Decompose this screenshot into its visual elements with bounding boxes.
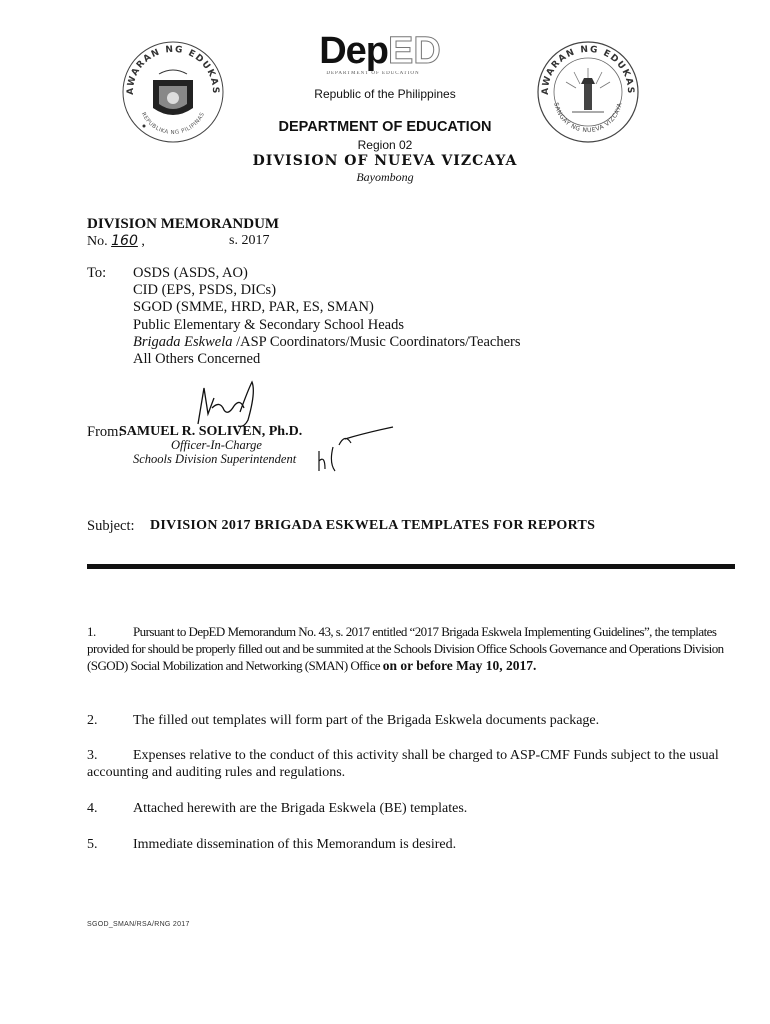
memo-title: DIVISION MEMORANDUM (87, 216, 280, 232)
left-seal-bottom-text: REPUBLIKA NG PILIPINAS (139, 111, 207, 137)
memo-number: No. 160 , (87, 233, 145, 249)
initials-mark (315, 425, 395, 475)
logo-subtext: DEPARTMENT OF EDUCATION (326, 71, 420, 76)
paragraph-5 (87, 836, 735, 853)
recipient: CID (EPS, PSDS, DICs) (133, 282, 277, 299)
from-label: From: (87, 424, 123, 440)
paragraph-2 (87, 712, 735, 729)
brigada-italic: Brigada Eskwela (133, 333, 233, 350)
deped-logo (300, 30, 460, 72)
paragraph-1 (87, 623, 735, 674)
divider-rule (87, 564, 735, 569)
paragraph-text: Expenses relative to the conduct of this activity shall be charged to ASP-CMF Funds subject to the usual accounting and auditing rules and regulations. (87, 748, 719, 780)
recipients-list (133, 265, 521, 368)
recipient: Public Elementary & Secondary School Heads (133, 316, 405, 333)
right-seal-top-text: AWARAN NG EDUKAS (540, 44, 636, 95)
memo-no-value: 160 (111, 233, 138, 249)
from-title-superintendent: Schools Division Superintendent (133, 452, 297, 466)
signature-mark (190, 380, 270, 430)
republic-line: Republic of the Philippines (314, 87, 456, 101)
paragraph-text: Immediate dissemination of this Memorandum is desired. (133, 837, 457, 852)
logo-ed: ED (388, 30, 441, 72)
memo-no-label: No. (87, 234, 108, 249)
to-label: To: (87, 265, 107, 281)
footer-reference-code: SGOD_SMAN/RSA/RNG 2017 (87, 921, 190, 928)
memo-series: s. 2017 (229, 233, 270, 248)
city-line: Bayombong (356, 170, 414, 184)
subject-text: DIVISION 2017 BRIGADA ESKWELA TEMPLATES FOR REPORTS (150, 518, 596, 533)
from-name: SAMUEL R. SOLIVEN, Ph.D. (119, 424, 303, 439)
logo-dep: Dep (319, 30, 388, 72)
department-name: DEPARTMENT OF EDUCATION (278, 119, 492, 135)
recipient (133, 334, 521, 351)
subject-label: Subject: (87, 518, 135, 534)
left-seal-top-text: AWARAN NG EDUKAS (125, 44, 221, 95)
region-line: Region 02 (357, 138, 413, 152)
deadline-text: on or before May 10, 2017. (382, 658, 537, 673)
paragraph-text: Attached herewith are the Brigada Eskwela (BE) templates. (133, 801, 468, 816)
paragraph-number: 2. (87, 713, 98, 728)
paragraph-number: 4. (87, 801, 98, 816)
paragraph-text: Pursuant to DepED Memorandum No. 43, s. 2017 entitled “2017 Brigada Eskwela Implementing Guidelines”, the templates provided for should be properly filled out and be summited at the Schools Division Office Schools Governance and Operations Division (SGOD) Social Mobilization and Networking (SMAN) Office (87, 624, 724, 673)
recipient: OSDS (ASDS, AO) (133, 265, 248, 281)
paragraph-number: 3. (87, 748, 98, 763)
right-seal-bottom-text: SANGAY NG NUEVA VIZCAYA (552, 101, 624, 135)
division-name: DIVISION OF NUEVA VIZCAYA (252, 153, 518, 169)
svg-text:REPUBLIKA NG PILIPINAS (140, 112, 206, 136)
recipient: All Others Concerned (133, 351, 261, 368)
brigada-rest: /ASP Coordinators/Music Coordinators/Teachers (232, 333, 521, 350)
recipient: SGOD (SMME, HRD, PAR, ES, SMAN) (133, 299, 374, 316)
paragraph-text: The filled out templates will form part of the Brigada Eskwela documents package. (133, 713, 600, 728)
paragraph-3 (87, 747, 735, 781)
paragraph-number: 5. (87, 837, 98, 852)
paragraph-number: 1. (87, 624, 96, 639)
from-title-officer: Officer-In-Charge (171, 438, 262, 452)
paragraph-4 (87, 800, 735, 817)
